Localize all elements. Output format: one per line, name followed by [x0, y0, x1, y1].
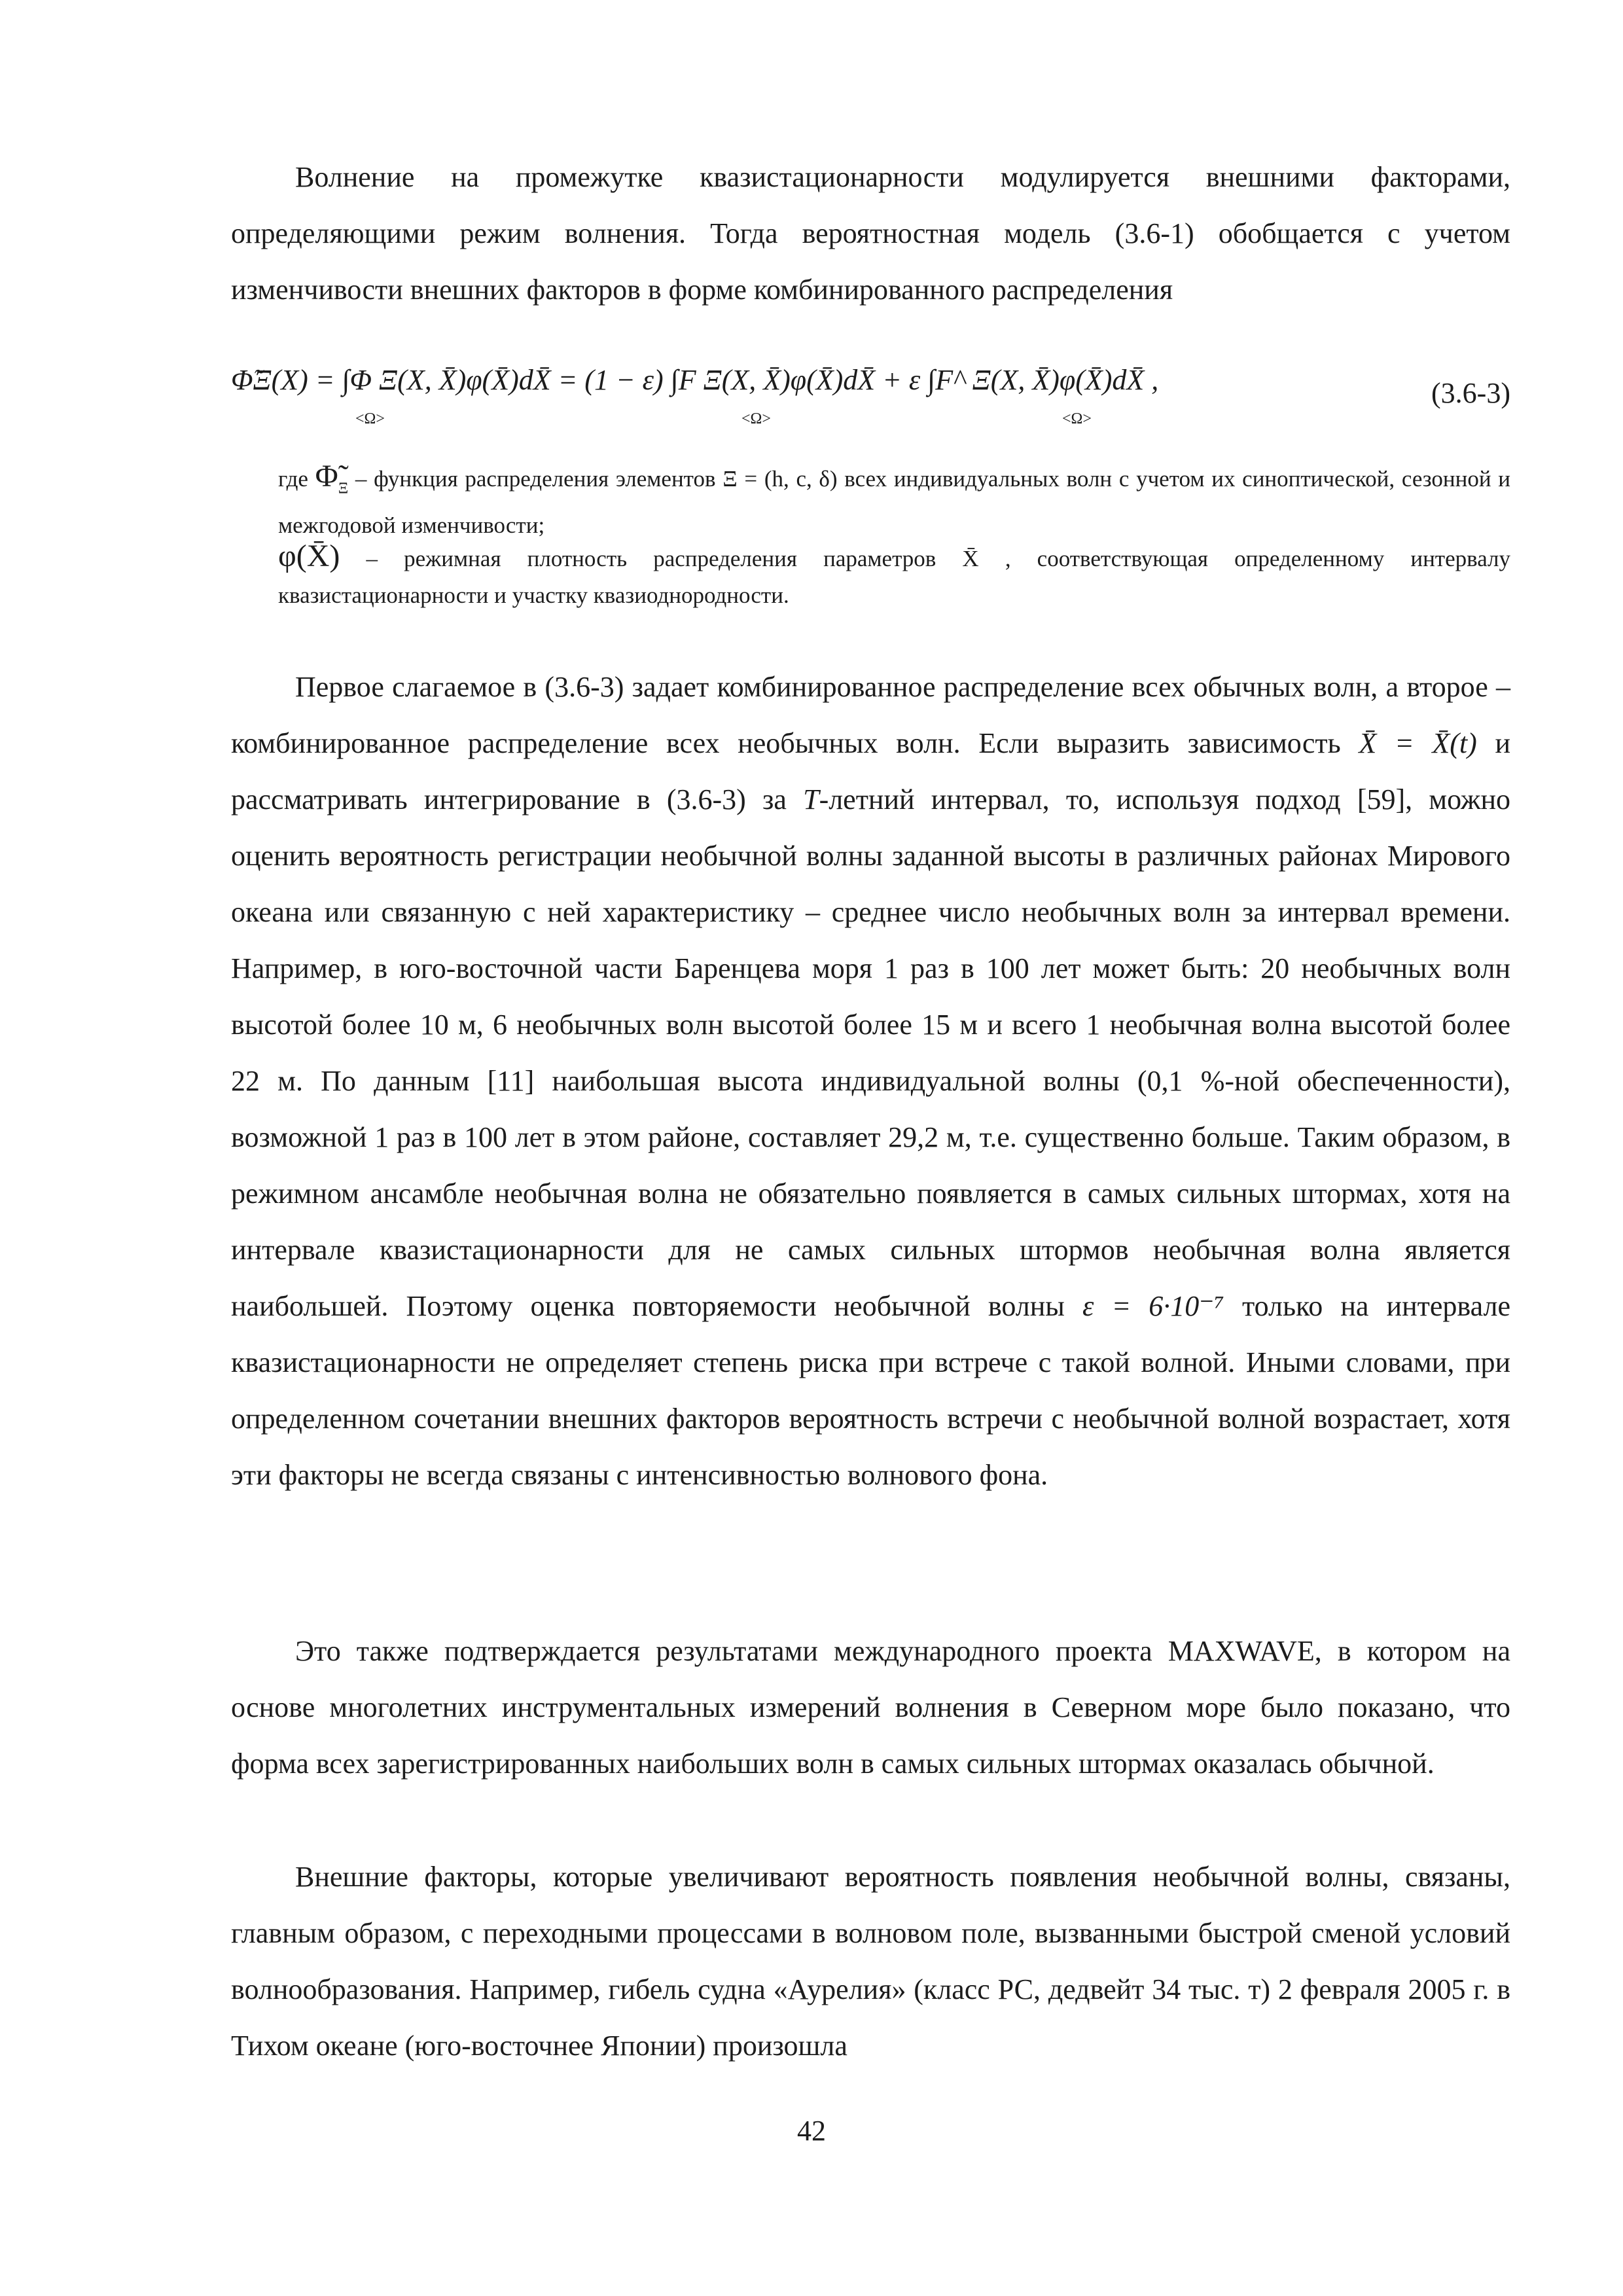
- integral-domain-1: <Ω>: [355, 410, 385, 427]
- p2-epsilon: ε = 6·10⁻⁷: [1082, 1290, 1224, 1322]
- formula-number: (3.6-3): [1431, 377, 1510, 409]
- p2-T: T: [803, 783, 819, 816]
- paragraph-main: [231, 659, 1510, 1503]
- p2-part4: только на интервале квазистационарности не определяет степень риска при встрече с такой волной. Иными словами, при определенном сочетании внешних факторов вероятность встречи с необычной волной возрастает, хотя эти факторы не всегда связаны с интенсивностью волнового фона.: [231, 1290, 1510, 1491]
- formula-body: Φ̃Ξ(X) = ∫Φ Ξ(X, X̄)φ(X̄)dX̄ = (1 − ε) ∫F Ξ(X, X̄)φ(X̄)dX̄ + ε ∫F^ Ξ(X, X̄)φ(X̄)dX̄ ,: [231, 364, 1159, 396]
- p2-part3: -летний интервал, то, используя подход [59], можно оценить вероятность регистрации необычной волны заданной высоты в различных районах Мирового океана или связанную с ней характеристику – среднее число необычных волн за интервал времени. Например, в юго-восточной части Баренцева моря 1 раз в 100 лет может быть: 20 необычных волн высотой более 10 м, 6 необычных волн высотой более 15 м и всего 1 необычная волна высотой более 22 м. По данным [11] наибольшая высота индивидуальной волны (0,1 %-ной обеспеченности), возможной 1 раз в 100 лет в этом районе, составляет 29,2 м, т.е. существенно больше. Таким образом, в режимном ансамбле необычная волна не обязательно появляется в самых сильных штормах, хотя на интервале квазистационарности для не самых сильных штормов необычная волна является наибольшей. Поэтому оценка повторяемости необычной волны: [231, 783, 1511, 1322]
- p2-part2: и рассматривать интегрирование в (3.6-3) за: [231, 727, 1510, 816]
- p2-part1: Первое слагаемое в (3.6-3) задает комбинированное распределение всех обычных волн, а второе – комбинированное распределение всех необычных волн. Если выразить зависимость: [231, 671, 1510, 759]
- formula-note-2: [278, 538, 1510, 614]
- paragraph-maxwave: Это также подтверждается результатами международного проекта MAXWAVE, в котором на основе многолетних инструментальных измерений волнения в Северном море было показано, что форма всех зарегистрированных наибольших волн в самых сильных штормах оказалась обычной.: [231, 1635, 1510, 1780]
- p2-inline-formula: X̄ = X̄(t): [1359, 727, 1477, 759]
- integral-domain-3: <Ω>: [1062, 410, 1092, 427]
- paragraph-intro: Волнение на промежутке квазистационарности модулируется внешними факторами, определяющими режим волнения. Тогда вероятностная модель (3.6-1) обобщается с учетом изменчивости внешних факторов в форме комбинированного распределения: [231, 161, 1510, 306]
- note-prefix: где: [278, 466, 308, 492]
- formula-note-1: [278, 458, 1510, 544]
- paragraph-external-factors: Внешние факторы, которые увеличивают вероятность появления необычной волны, связаны, главным образом, с переходными процессами в волновом поле, вызванными быстрой сменой условий волнообразования. Например, гибель судна «Аурелия» (класс РС, дедвейт 34 тыс. т) 2 февраля 2005 г. в Тихом океане (юго-восточнее Японии) произошла: [231, 1861, 1510, 2062]
- phi-tilde-symbol: $\Phĩ_\Xi$: [315, 459, 349, 497]
- note-line2-text: – режимная плотность распределения параметров X̄ , соответствующая определенному интервалу квазистационарности и участку квазиоднородности.: [278, 546, 1511, 608]
- note-line1-text: – функция распределения элементов Ξ = (h, c, δ) всех индивидуальных волн с учетом их синоптической, сезонной и межгодовой изменчивости;: [278, 466, 1511, 538]
- integral-domain-2: <Ω>: [741, 410, 771, 427]
- formula-3-6-3: [231, 357, 1510, 442]
- page-number: 42: [797, 2115, 826, 2147]
- phi-symbol: φ(X̄): [278, 539, 340, 573]
